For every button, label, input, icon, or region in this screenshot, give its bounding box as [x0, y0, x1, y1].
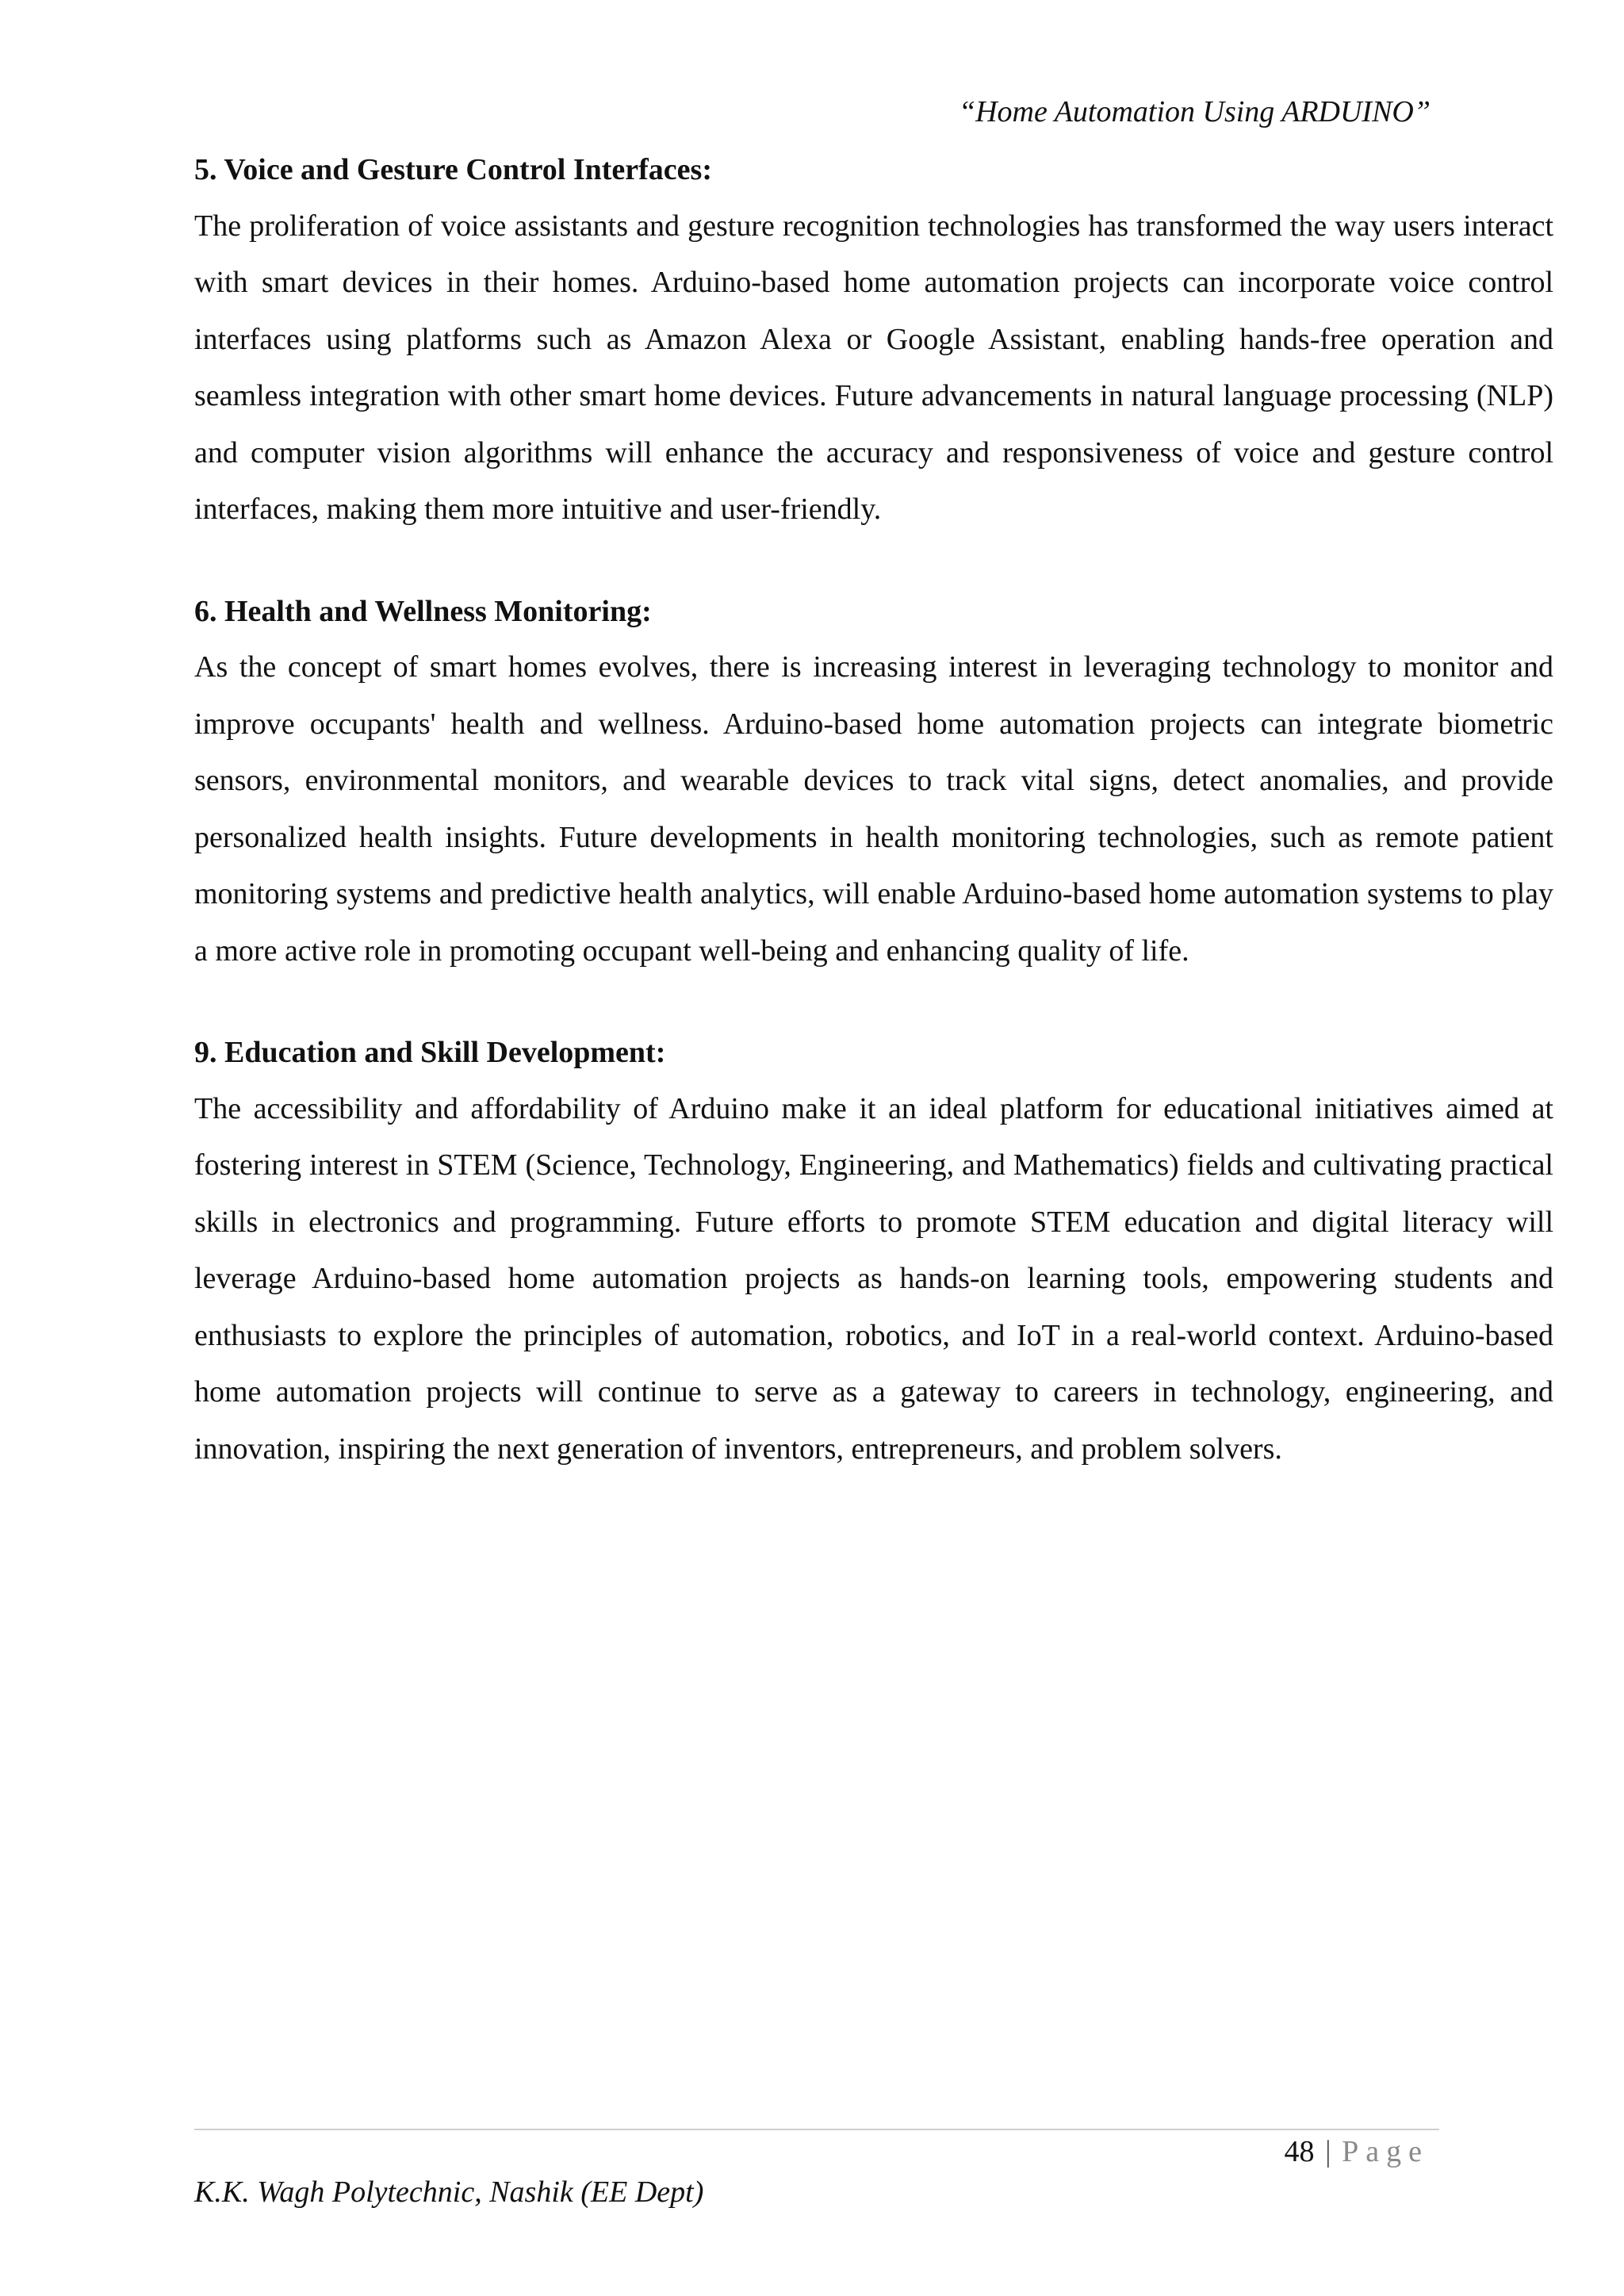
running-header-title: “Home Automation Using ARDUINO” — [958, 95, 1431, 128]
page-number — [1285, 2137, 1429, 2167]
section-health-wellness — [194, 594, 1553, 980]
section-paragraph: The accessibility and affordability of Arduino make it an ideal platform for educational initiatives aimed at fostering interest in STEM (Science, Technology, Engineering, and Mathematics) fields and cultivating practical skills in electronics and programming. Future efforts to promote STEM education and digital literacy will leverage Arduino-based home automation projects as hands-on learning tools, empowering students and enthusiasts to explore the principles of automation, robotics, and IoT in a real-world context. Arduino-based home automation projects will continue to serve as a gateway to careers in technology, engineering, and innovation, inspiring the next generation of inventors, entrepreneurs, and problem solvers. — [194, 1091, 1553, 1466]
section-paragraph: The proliferation of voice assistants and gesture recognition technologies has transformed the way users interact with smart devices in their homes. Arduino-based home automation projects can incorporate voice control interfaces using platforms such as Amazon Alexa or Google Assistant, enabling hands-free operation and seamless integration with other smart home devices. Future advancements in natural language processing (NLP) and computer vision algorithms will enhance the accuracy and responsiveness of voice and gesture control interfaces, making them more intuitive and user-friendly. — [194, 209, 1553, 527]
footer-divider — [194, 2129, 1439, 2130]
page-number-separator: | — [1325, 2135, 1331, 2168]
footer-institution: K.K. Wagh Polytechnic, Nashik (EE Dept) — [194, 2175, 704, 2209]
section-heading: 9. Education and Skill Development: — [194, 1036, 666, 1070]
document-body — [194, 152, 1553, 1533]
page-label: Page — [1342, 2135, 1429, 2168]
section-heading: 5. Voice and Gesture Control Interfaces: — [194, 153, 712, 186]
section-education-skill — [194, 1035, 1553, 1478]
section-voice-gesture — [194, 152, 1553, 539]
section-heading: 6. Health and Wellness Monitoring: — [194, 594, 652, 628]
page-number-value: 48 — [1284, 2135, 1315, 2168]
section-paragraph: As the concept of smart homes evolves, there is increasing interest in leveraging technology to monitor and improve occupants' health and wellness. Arduino-based home automation projects can integrate biometric sensors, environmental monitors, and wearable devices to track vital signs, detect anomalies, and provide personalized health insights. Future developments in health monitoring technologies, such as remote patient monitoring systems and predictive health analytics, will enable Arduino-based home automation systems to play a more active role in promoting occupant well-being and enhancing quality of life. — [194, 650, 1553, 968]
